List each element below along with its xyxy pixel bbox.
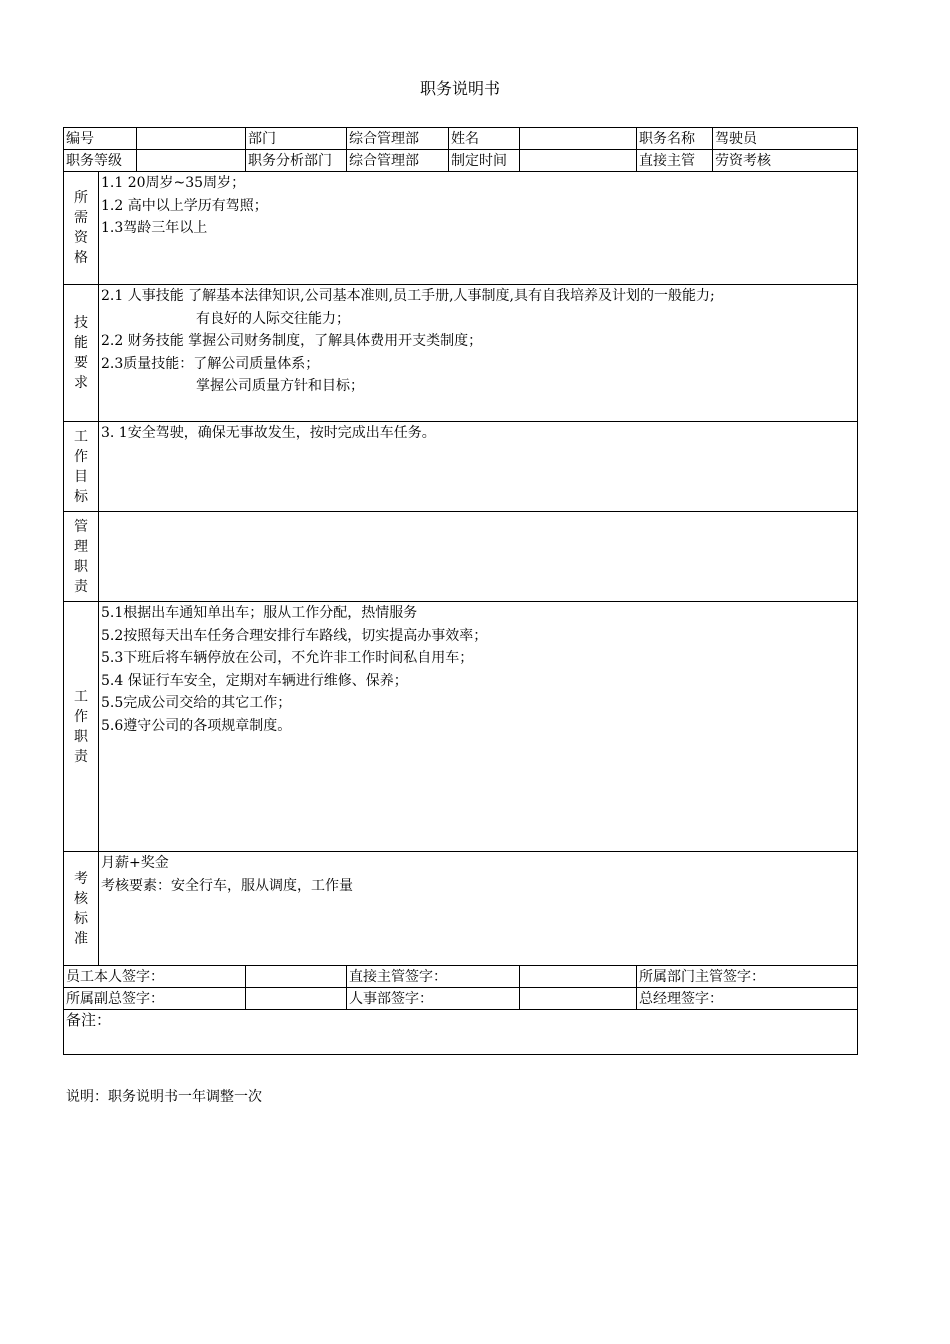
employee-signature-cell[interactable] [246,966,347,988]
grade-label: 职务等级 [64,150,137,172]
deputy-gm-signature-cell[interactable] [246,988,347,1010]
job-description-form [63,127,858,1055]
id-label: 编号 [64,128,137,150]
duties-content [99,602,858,852]
supervisor-label: 直接主管 [637,150,713,172]
section-assessment [64,852,858,966]
qualification-line: 1.2 高中以上学历有驾照； [101,197,268,214]
grade-value-cell[interactable] [137,150,246,172]
dept-value: 综合管理部 [347,128,449,150]
name-value-cell[interactable] [520,128,637,150]
section-label-duties: 工作职责 [64,602,99,852]
duty-line: 5.4 保证行车安全，定期对车辆进行维修、保养； [101,672,408,689]
supervisor-value: 劳资考核 [713,150,858,172]
position-label: 职务名称 [637,128,713,150]
assessment-line: 考核要素：安全行车，服从调度，工作量 [101,877,353,894]
assessment-content [99,852,858,966]
date-value-cell[interactable] [520,150,637,172]
deputy-gm-signature-label: 所属副总签字： [64,988,246,1010]
section-label-goals: 工作目标 [64,422,99,512]
hr-signature-cell[interactable] [520,988,637,1010]
gm-signature-label: 总经理签字： [637,988,858,1010]
qualification-line: 1.1 20周岁~35周岁； [101,175,246,191]
id-value-cell[interactable] [137,128,246,150]
direct-supervisor-signature-cell[interactable] [520,966,637,988]
remarks-row [64,1010,858,1055]
duty-line: 5.2按照每天出车任务合理安排行车路线，切实提高办事效率； [101,627,488,644]
goals-content [99,422,858,512]
section-duties [64,602,858,852]
analysis-dept-value: 综合管理部 [347,150,449,172]
skill-line: 2.1 人事技能 了解基本法律知识,公司基本准则,员工手册,人事制度,具有自我培养及计划的一般能力; [101,288,715,304]
skill-line: 有良好的人际交往能力； [196,310,350,327]
skill-line: 2.2 财务技能 掌握公司财务制度，了解具体费用开支类制度； [101,333,483,349]
duty-line: 5.5完成公司交给的其它工作； [101,695,292,711]
name-label: 姓名 [449,128,520,150]
assessment-line: 月薪+奖金 [101,855,169,871]
section-goals [64,422,858,512]
hr-signature-label: 人事部签字： [347,988,520,1010]
section-management [64,512,858,602]
skill-line: 2.3质量技能：了解公司质量体系； [101,355,320,372]
analysis-dept-label: 职务分析部门 [246,150,347,172]
section-label-skills: 技能要求 [64,285,99,422]
skills-content [99,285,858,422]
page-title: 职务说明书 [419,79,500,98]
dept-supervisor-signature-label: 所属部门主管签字： [637,966,858,988]
skill-line: 掌握公司质量方针和目标； [196,378,364,394]
duty-line: 5.3下班后将车辆停放在公司，不允许非工作时间私自用车； [101,650,474,666]
duty-line: 5.6遵守公司的各项规章制度。 [101,717,292,734]
direct-supervisor-signature-label: 直接主管签字： [347,966,520,988]
dept-label: 部门 [246,128,347,150]
section-skills [64,285,858,422]
qualification-line: 1.3驾龄三年以上 [101,220,208,236]
employee-signature-label: 员工本人签字： [64,966,246,988]
remarks-cell[interactable] [64,1010,858,1055]
section-label-management: 管理职责 [64,512,99,602]
signature-row-2 [64,988,858,1010]
header-row-1 [64,128,858,150]
remarks-label: 备注： [66,1011,112,1029]
date-label: 制定时间 [449,150,520,172]
signature-row-1 [64,966,858,988]
qualifications-content [99,172,858,285]
duty-line: 5.1根据出车通知单出车；服从工作分配，热情服务 [101,605,418,621]
footnote: 说明：职务说明书一年调整一次 [66,1089,262,1105]
section-label-qualifications: 所需资格 [64,172,99,285]
goal-line: 3. 1安全驾驶，确保无事故发生，按时完成出车任务。 [101,425,436,441]
section-label-assessment: 考核标准 [64,852,99,966]
position-value: 驾驶员 [713,128,858,150]
management-content[interactable] [99,512,858,602]
section-qualifications [64,172,858,285]
header-row-2 [64,150,858,172]
